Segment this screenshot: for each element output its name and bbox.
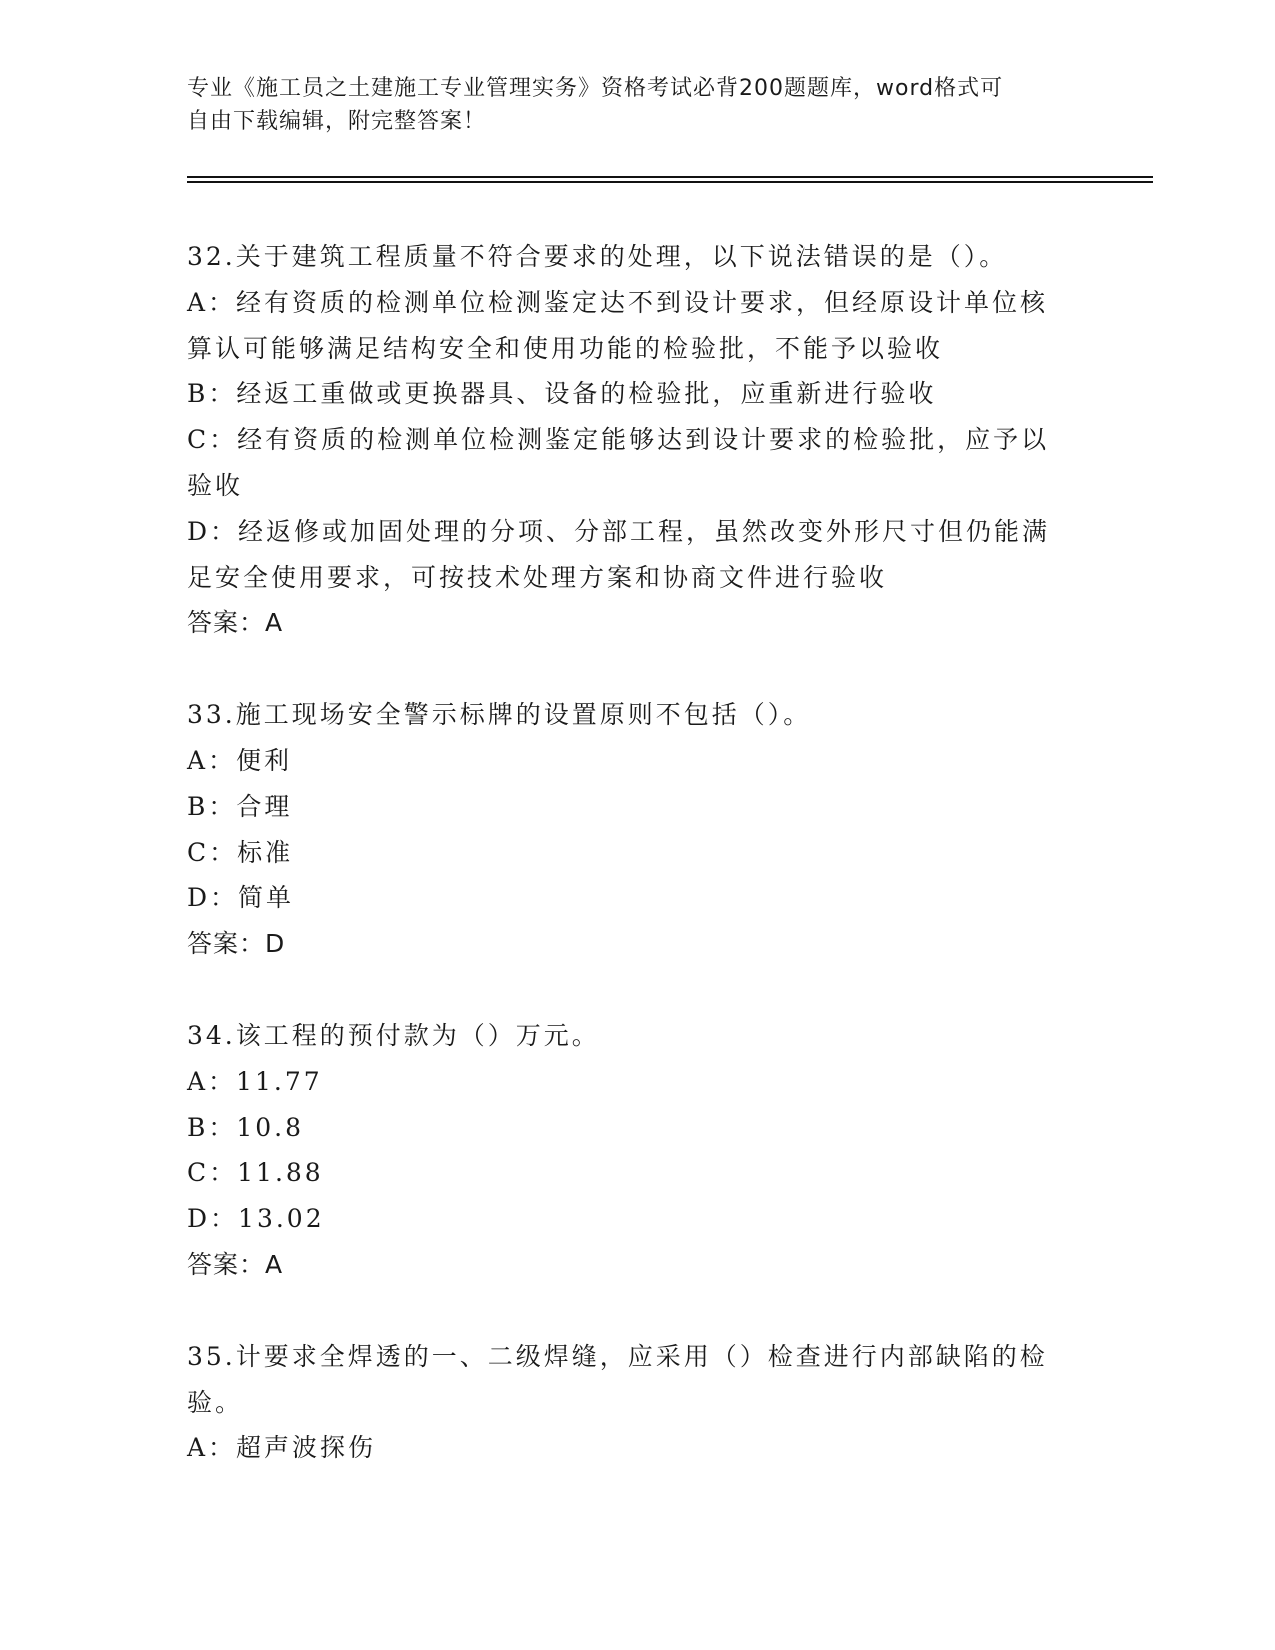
- header-divider-top: [187, 176, 1153, 178]
- option-c: C：11.88: [187, 1158, 324, 1188]
- question-stem: 32.关于建筑工程质量不符合要求的处理，以下说法错误的是（）。: [187, 242, 1008, 271]
- question-33: [187, 692, 1087, 967]
- answer-label: 答案：A: [187, 608, 284, 638]
- header-line-1: 专业《施工员之土建施工专业管理实务》资格考试必背200题题库，word格式可: [187, 76, 1004, 101]
- question-34: [187, 1013, 1087, 1288]
- document-header: [187, 72, 1087, 138]
- option-c: C：经有资质的检测单位检测鉴定能够达到设计要求的检验批，应予以: [187, 425, 1050, 455]
- question-stem: 35.计要求全焊透的一、二级焊缝，应采用（）检查进行内部缺陷的检: [187, 1341, 1048, 1371]
- question-stem: 34.该工程的预付款为（）万元。: [187, 1020, 600, 1050]
- header-divider-bottom: [187, 181, 1153, 183]
- option-d-continued: 足安全使用要求，可按技术处理方案和协商文件进行验收: [187, 562, 888, 592]
- option-d: D：13.02: [187, 1204, 325, 1234]
- option-c: C：标准: [187, 837, 294, 867]
- option-d: D：简单: [187, 883, 295, 913]
- answer-label: 答案：A: [187, 1249, 284, 1279]
- option-a: A：11.77: [187, 1066, 323, 1096]
- question-list: [187, 234, 1087, 1517]
- option-b: B：10.8: [187, 1112, 305, 1142]
- answer-label: 答案：D: [187, 929, 286, 959]
- option-b: B：经返工重做或更换器具、设备的检验批，应重新进行验收: [187, 379, 937, 409]
- option-a: A：经有资质的检测单位检测鉴定达不到设计要求，但经原设计单位核: [187, 287, 1049, 317]
- question-32: [187, 234, 1087, 646]
- option-d: D：经返修或加固处理的分项、分部工程，虽然改变外形尺寸但仍能满: [187, 516, 1051, 546]
- header-line-2: 自由下载编辑，附完整答案！: [187, 109, 487, 134]
- option-b: B：合理: [187, 791, 293, 821]
- question-stem-continued: 验。: [187, 1387, 244, 1417]
- question-35: [187, 1334, 1087, 1471]
- option-c-continued: 验收: [187, 470, 244, 500]
- question-stem: 33.施工现场安全警示标牌的设置原则不包括（）。: [187, 700, 812, 730]
- option-a-continued: 算认可能够满足结构安全和使用功能的检验批，不能予以验收: [187, 333, 944, 363]
- option-a: A：便利: [187, 745, 293, 775]
- option-a: A：超声波探伤: [187, 1433, 377, 1463]
